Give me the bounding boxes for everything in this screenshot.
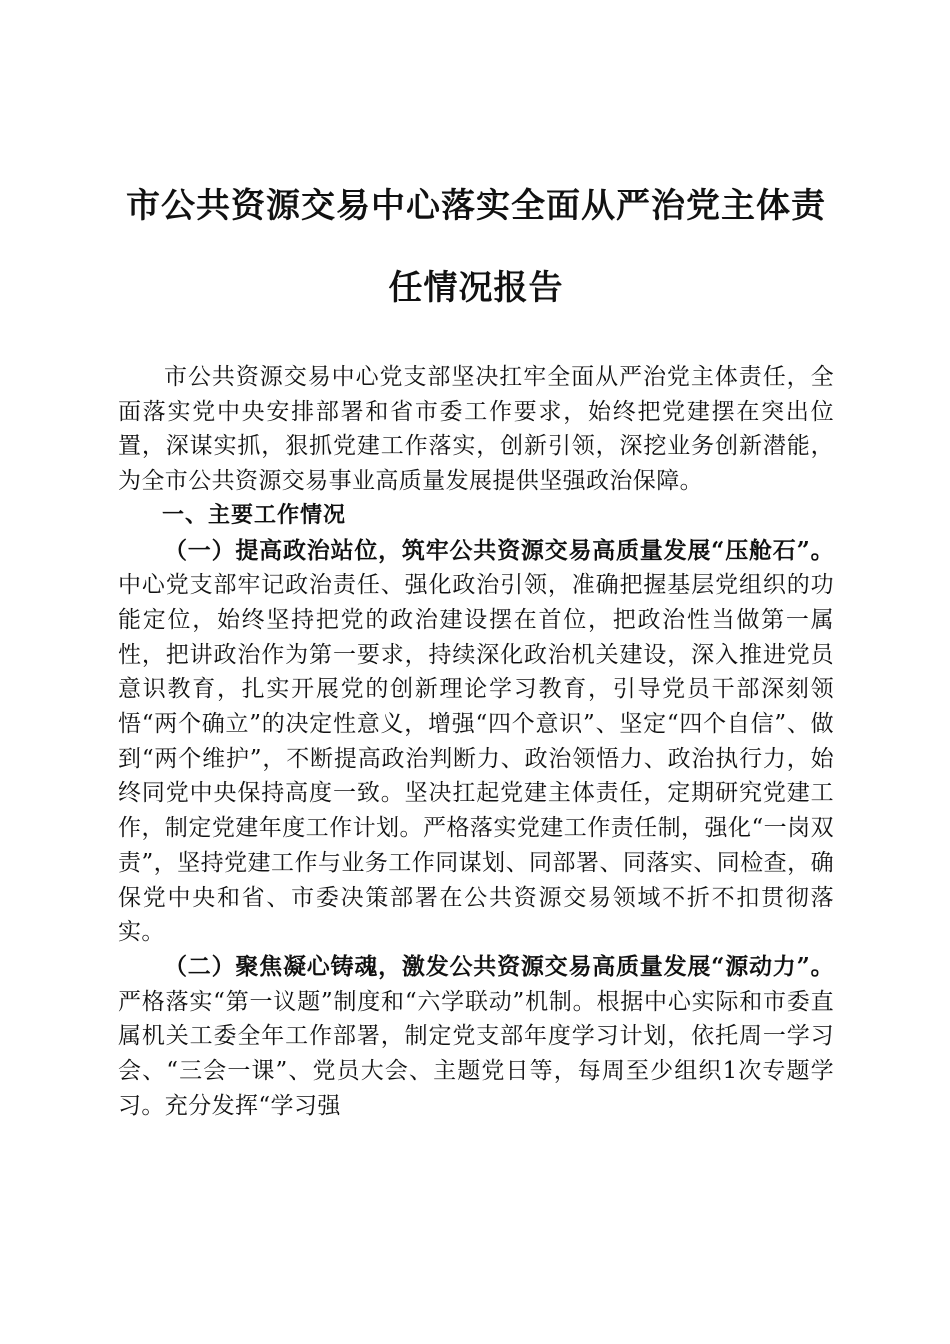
intro-paragraph: 市公共资源交易中心党支部坚决扛牢全面从严治党主体责任，全面落实党中央安排部署和省市委工作要求，始终把党建摆在突出位置，深谋实抓，狠抓党建工作落实，创新引领，深挖业务创新潜能，为全市公共资源交易事业高质量发展提供坚强政治保障。 <box>118 364 834 495</box>
item-2-body: 严格落实“第一议题”制度和“六学联动”机制。根据中心实际和市委直属机关工委全年工作部署，制定党支部年度学习计划，依托周一学习会、“三会一课”、党员大会、主题党日等，每周至少组织1次专题学习。充分发挥“学习强 <box>118 988 834 1119</box>
document-body <box>118 360 834 1123</box>
section-heading-1: 一、主要工作情况 <box>162 502 347 528</box>
item-1-body: 中心党支部牢记政治责任、强化政治引领，准确把握基层党组织的功能定位，始终坚持把党的政治建设摆在首位，把政治性当做第一属性，把讲政治作为第一要求，持续深化政治机关建设，深入推进党员意识教育，扎实开展党的创新理论学习教育，引导党员干部深刻领悟“两个确立”的决定性意义，增强“四个意识”、坚定“四个自信”、做到“两个维护”，不断提高政治判断力、政治领悟力、政治执行力，始终同党中央保持高度一致。坚决扛起党建主体责任，定期研究党建工作，制定党建年度工作计划。严格落实党建工作责任制，强化“一岗双责”，坚持党建工作与业务工作同谋划、同部署、同落实、同检查，确保党中央和省、市委决策部署在公共资源交易领域不折不扣贯彻落实。 <box>118 572 834 946</box>
item-2-heading: （二）聚焦凝心铸魂，激发公共资源交易高质量发展“源动力”。 <box>164 952 834 980</box>
item-1-heading: （一）提高政治站位，筑牢公共资源交易高质量发展“压舱石”。 <box>164 536 834 564</box>
paragraph-item-1 <box>118 534 834 950</box>
paragraph-item-2 <box>118 950 834 1124</box>
document-title: 市公共资源交易中心落实全面从严治党主体责任情况报告 <box>126 186 826 308</box>
